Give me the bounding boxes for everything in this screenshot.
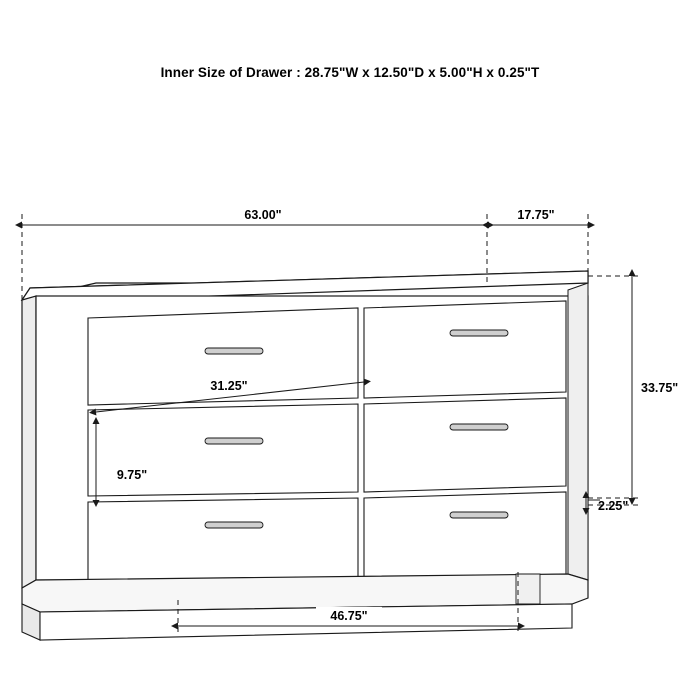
drawer-front-right-middle bbox=[364, 398, 566, 492]
dresser-right-edge bbox=[568, 283, 588, 580]
drawer-front-left-middle bbox=[88, 404, 358, 496]
dresser-left-side-panel bbox=[22, 296, 36, 588]
drawer-handle-icon[interactable] bbox=[205, 348, 263, 354]
dresser-body bbox=[22, 271, 588, 640]
label-base-width: 46.75" bbox=[330, 609, 368, 623]
label-drawer-front-width: 31.25" bbox=[210, 379, 248, 393]
label-base-height: 2.25" bbox=[598, 499, 629, 513]
label-overall-width: 63.00" bbox=[244, 208, 282, 222]
dresser-base-right-leg bbox=[516, 574, 540, 604]
label-depth: 17.75" bbox=[517, 208, 555, 222]
drawer-handle-icon[interactable] bbox=[450, 512, 508, 518]
drawer-handle-icon[interactable] bbox=[450, 330, 508, 336]
label-overall-height: 33.75" bbox=[641, 381, 679, 395]
drawer-front-right-top bbox=[364, 301, 566, 398]
drawer-front-right-bottom bbox=[364, 492, 566, 580]
drawer-front-left-bottom bbox=[88, 498, 358, 580]
drawer-handle-icon[interactable] bbox=[205, 522, 263, 528]
label-drawer-front-height: 9.75" bbox=[116, 468, 148, 482]
page-title: Inner Size of Drawer : 28.75"W x 12.50"D x 5.00"H x 0.25"T bbox=[160, 65, 540, 80]
drawer-handle-icon[interactable] bbox=[450, 424, 508, 430]
drawer-handle-icon[interactable] bbox=[205, 438, 263, 444]
